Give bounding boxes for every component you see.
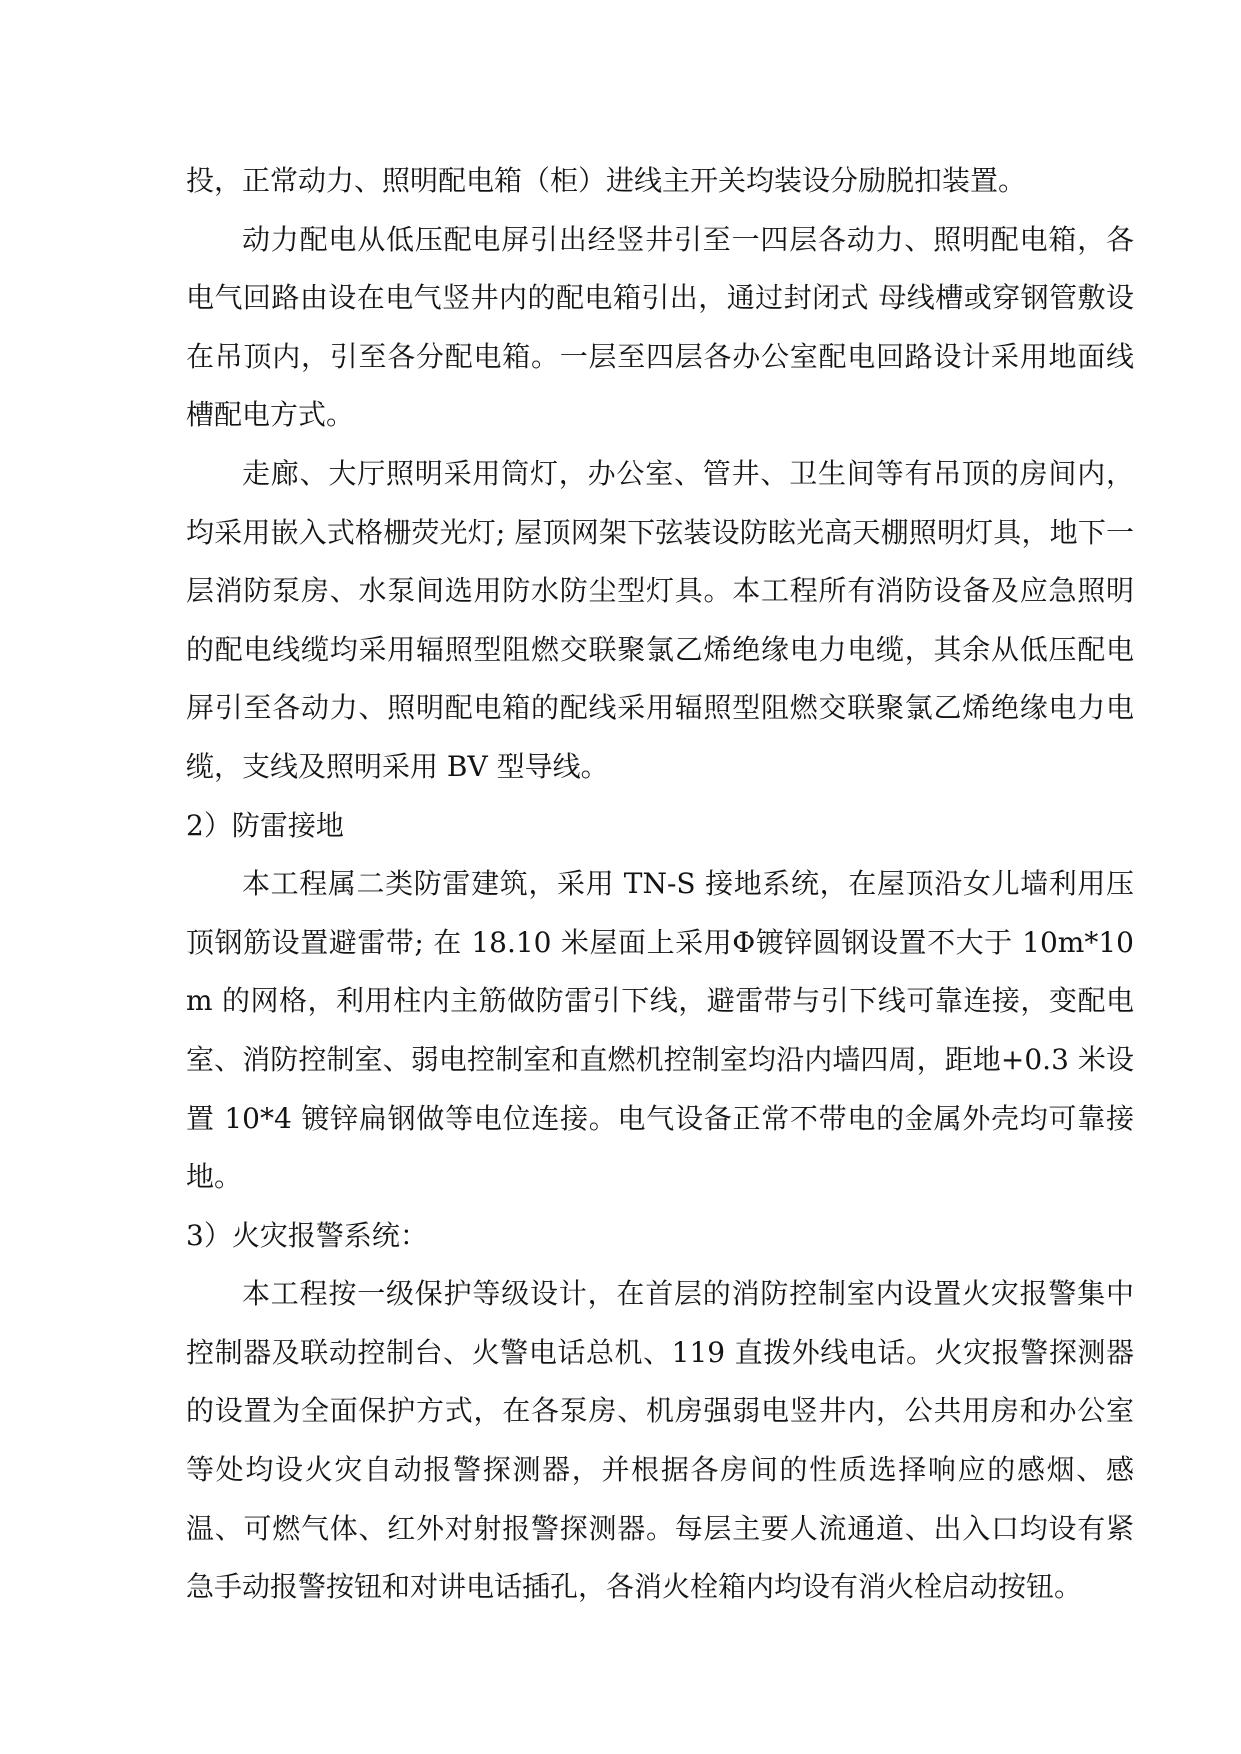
- heading-lightning-protection: 2）防雷接地: [186, 808, 344, 842]
- paragraph-fire-alarm-system: 本工程按一级保护等级设计，在首层的消防控制室内设置火灾报警集中控制器及联动控制台、火警电话总机、119 直拨外线电话。火灾报警探测器的设置为全面保护方式，在各泵房、机房强弱电竖井内，公共用房和办公室等处均设火灾自动报警探测器，并根据各房间的性质选择响应的感烟、感温、可燃气体、红外对射报警探测器。每层主要人流通道、出入口均设有紧急手动报警按钮和对讲电话插孔，各消火栓箱内均设有消火栓启动按钮。: [186, 1277, 1134, 1604]
- paragraph-fire-cutoff-continuation: 投，正常动力、照明配电箱（柜）进线主开关均装设分励脱扣装置。: [186, 164, 1027, 197]
- paragraph-power-distribution: 动力配电从低压配电屏引出经竖井引至一四层各动力、照明配电箱，各电气回路由设在电气竖井内的配电箱引出，通过封闭式 母线槽或穿钢管敷设在吊顶内，引至各分配电箱。一层至四层各办公室配电回路设计采用地面线槽配电方式。: [186, 222, 1134, 432]
- heading-fire-alarm-system: 3）火灾报警系统：: [186, 1218, 428, 1252]
- paragraph-lighting: 走廊、大厅照明采用筒灯，办公室、管井、卫生间等有吊顶的房间内，均采用嵌入式格栅荧光灯; 屋顶网架下弦装设防眩光高天棚照明灯具，地下一层消防泵房、水泵间选用防水防尘型灯具。本工程所有消防设备及应急照明的配电线缆均采用辐照型阻燃交联聚氯乙烯绝缘电力电缆，其余从低压配电屏引至各动力、照明配电箱的配线采用辐照型阻燃交联聚氯乙烯绝缘电力电缆，支线及照明采用 BV 型导线。: [186, 456, 1134, 783]
- document-page: [186, 152, 1134, 1617]
- paragraph-lightning-protection: 本工程属二类防雷建筑，采用 TN-S 接地系统，在屋顶沿女儿墙利用压顶钢筋设置避雷带; 在 18.10 米屋面上采用Φ镀锌圆钢设置不大于 10m*10m 的网格，利用柱内主筋做防雷引下线，避雷带与引下线可靠连接，变配电室、消防控制室、弱电控制室和直燃机控制室均沿内墙四周，距地+0.3 米设置 10*4 镀锌扁钢做等电位连接。电气设备正常不带电的金属外壳均可靠接地。: [186, 867, 1134, 1194]
